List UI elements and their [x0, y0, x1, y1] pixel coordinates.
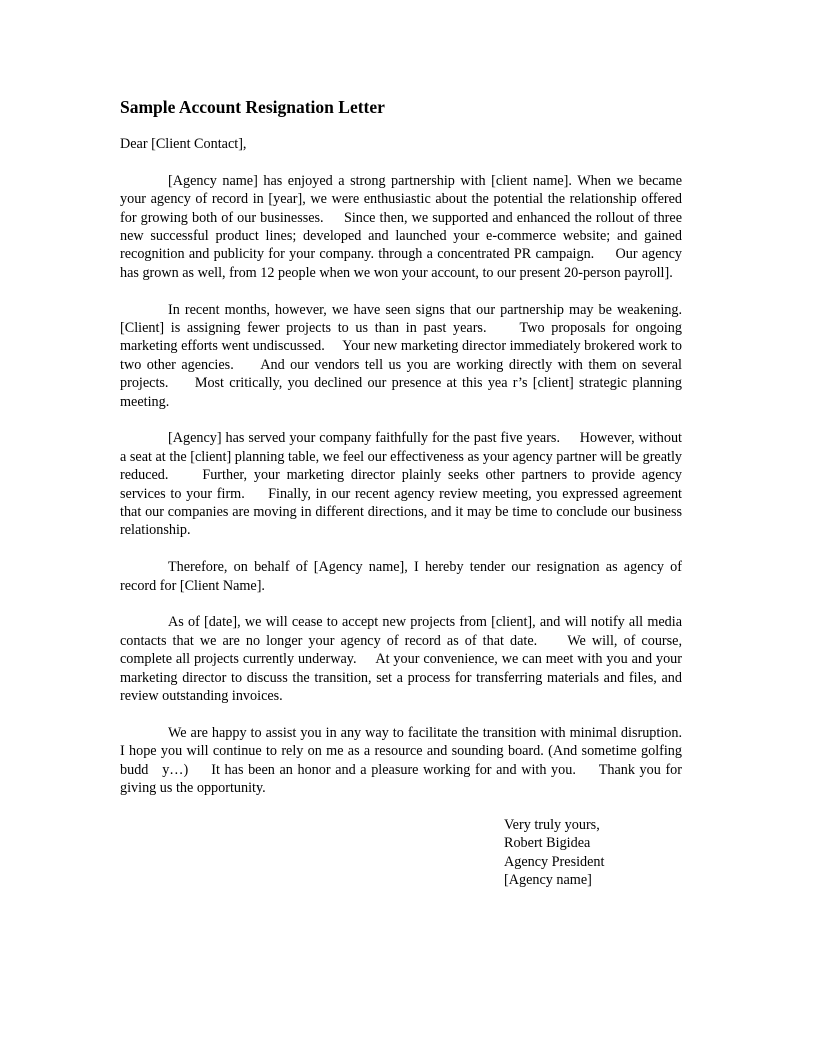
valediction: Very truly yours, [504, 816, 600, 833]
signer-agency: [Agency name] [504, 872, 592, 889]
paragraph-transition: As of [date], we will cease to accept new projects from [client], and will notify all media contacts that we are no longer your agency of record as of that date. We will, of course, complete all projects currently underway. At your convenience, we can meet with you and your marketing director to discuss the transition, set a process for transferring materials and files, and review outstanding invoices. [120, 614, 686, 705]
signer-position: Agency President [504, 853, 605, 870]
paragraph-partnership: [Agency name] has enjoyed a strong partnership with [client name]. When we became your agency of record in [year], we were enthusiastic about the potential the relationship offered for growing both of our businesses. Since then, we supported and enhanced the rollout of three new successful product lines; developed and launched your e-commerce website; and gained recognition and publicity for your company. through a concentrated PR campaign. Our agency has grown as well, from 12 people when we won your account, to our present 20-person payroll]. [120, 172, 686, 281]
signer-name: Robert Bigidea [504, 835, 591, 852]
paragraph-resignation: Therefore, on behalf of [Agency name], I hereby tender our resignation as agency of record for [Client Name]. [120, 559, 686, 594]
letter-title: Sample Account Resignation Letter [120, 97, 385, 117]
paragraph-thanks: We are happy to assist you in any way to facilitate the transition with minimal disruption. I hope you will continue to rely on me as a resource and sounding board. (And sometime golfing budd y…) It has been an honor and a pleasure working for and with you. Thank you for giving us the opportunity. [120, 724, 686, 797]
signature-block [504, 816, 682, 890]
salutation: Dear [Client Contact], [120, 136, 247, 152]
paragraph-service: [Agency] has served your company faithfully for the past five years. However, without a seat at the [client] planning table, we feel our effectiveness as your agency partner will be greatly reduced. Further, your marketing director plainly seeks other partners to provide agency services to your firm. Finally, in our recent agency review meeting, you expressed agreement that our companies are moving in different directions, and it may be time to conclude our business relationship. [120, 430, 686, 539]
paragraph-weakening: In recent months, however, we have seen signs that our partnership may be weakening. [Client] is assigning fewer projects to us than in past years. Two proposals for ongoing marketing efforts went undiscussed. Your new marketing director immediately brokered work to two other agencies. And our vendors tell us you are working directly with them on several projects. Most critically, you declined our presence at this yea r’s [client] strategic planning meeting. [120, 301, 700, 410]
letter-page [120, 96, 700, 890]
